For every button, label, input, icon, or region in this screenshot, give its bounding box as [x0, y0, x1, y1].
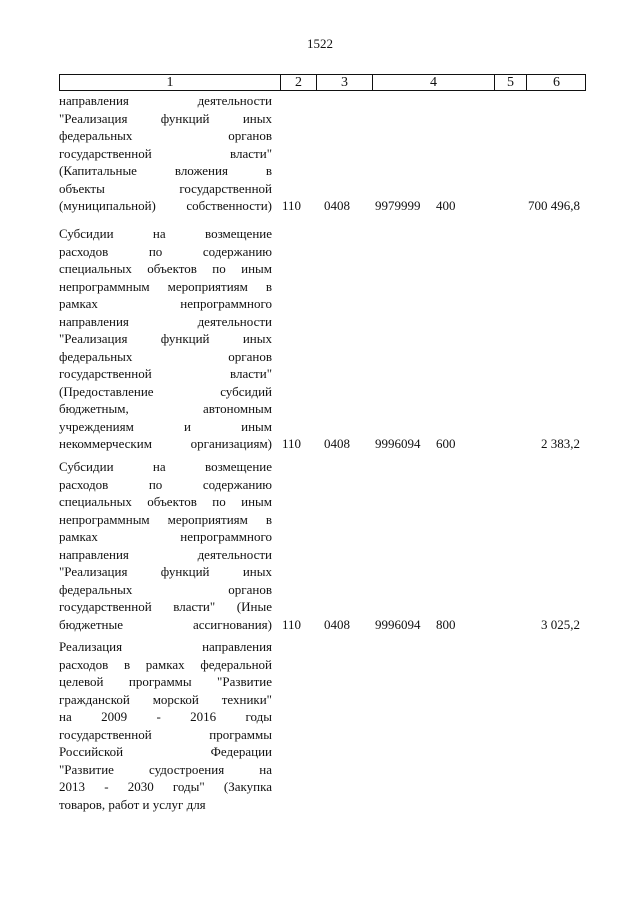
- description-line: специальных объектов по иным: [59, 494, 272, 509]
- column-header-1: 1: [166, 75, 174, 90]
- description-line: Субсидии на возмещение: [59, 226, 272, 241]
- description-line: (Капитальные вложения в: [59, 163, 272, 178]
- description-line: рамках непрограммного: [59, 529, 272, 544]
- description-line: товаров, работ и услуг для: [59, 796, 206, 812]
- description-line: направления деятельности: [59, 313, 272, 329]
- description-line: (муниципальной) собственности): [59, 198, 272, 213]
- description-line: государственной программы: [59, 726, 272, 742]
- table-row: [59, 458, 586, 633]
- description-line: Реализация направления: [59, 639, 272, 654]
- cell-col6: 3 025,2: [541, 616, 580, 632]
- cell-col2: 110: [282, 436, 302, 451]
- description-line: расходов по содержанию: [59, 243, 272, 259]
- description-line: "Реализация функций иных: [59, 331, 272, 346]
- cell-col4: 9996094: [375, 436, 421, 451]
- table-row: [59, 638, 586, 813]
- cell-col4: 9979999: [375, 198, 421, 213]
- cell-col2: 110: [282, 198, 302, 213]
- cell-col6: 2 383,2: [541, 436, 580, 451]
- description-line: (Предоставление субсидий: [59, 383, 272, 399]
- description-line: государственной власти": [59, 145, 272, 161]
- column-header-2: 2: [280, 75, 316, 90]
- description-line: государственной власти" (Иные: [59, 599, 272, 614]
- description-line: бюджетные ассигнования): [59, 616, 272, 632]
- description-line: объекты государственной: [59, 180, 272, 196]
- description-line: федеральных органов: [59, 348, 272, 364]
- description-line: "Развитие судостроения на: [59, 761, 272, 777]
- row-description: [59, 458, 272, 633]
- column-header-5: 5: [494, 75, 526, 90]
- description-line: бюджетным, автономным: [59, 401, 272, 416]
- row-values: [59, 435, 586, 453]
- table-row: [59, 225, 586, 453]
- description-line: некоммерческим организациям): [59, 436, 272, 451]
- description-line: учреждениям и иным: [59, 418, 272, 434]
- cell-col5: 800: [436, 616, 456, 632]
- description-line: 2013 - 2030 годы" (Закупка: [59, 779, 272, 794]
- cell-col6: 700 496,8: [528, 198, 580, 213]
- cell-col3: 0408: [324, 436, 350, 451]
- description-line: рамках непрограммного: [59, 296, 272, 311]
- row-values: [59, 616, 586, 634]
- description-line: расходов по содержанию: [59, 476, 272, 492]
- description-line: направления деятельности: [59, 546, 272, 562]
- row-values: [59, 197, 586, 215]
- description-line: федеральных органов: [59, 128, 272, 143]
- cell-col2: 110: [282, 616, 302, 632]
- description-line: на 2009 - 2016 годы: [59, 709, 272, 724]
- column-header-3: 3: [316, 75, 372, 90]
- table-header-row: [59, 74, 586, 91]
- description-line: расходов в рамках федеральной: [59, 656, 272, 672]
- cell-col3: 0408: [324, 198, 350, 213]
- cell-col3: 0408: [324, 616, 350, 632]
- description-line: Субсидии на возмещение: [59, 459, 272, 474]
- description-line: государственной власти": [59, 366, 272, 381]
- description-line: непрограммным мероприятиям в: [59, 511, 272, 527]
- description-line: целевой программы "Развитие: [59, 674, 272, 689]
- row-description: [59, 638, 272, 813]
- description-line: гражданской морской техники": [59, 691, 272, 707]
- table-row: [59, 92, 586, 215]
- row-description: [59, 225, 272, 453]
- cell-col4: 9996094: [375, 616, 421, 632]
- cell-col5: 600: [436, 436, 456, 451]
- description-line: "Реализация функций иных: [59, 110, 272, 126]
- page-number: 1522: [307, 36, 333, 51]
- description-line: специальных объектов по иным: [59, 261, 272, 276]
- cell-col5: 400: [436, 198, 456, 213]
- column-header-6: 6: [526, 75, 586, 90]
- description-line: "Реализация функций иных: [59, 564, 272, 579]
- description-line: направления деятельности: [59, 93, 272, 108]
- description-line: непрограммным мероприятиям в: [59, 278, 272, 294]
- column-header-4: 4: [372, 75, 494, 90]
- description-line: федеральных органов: [59, 581, 272, 597]
- description-line: Российской Федерации: [59, 744, 272, 759]
